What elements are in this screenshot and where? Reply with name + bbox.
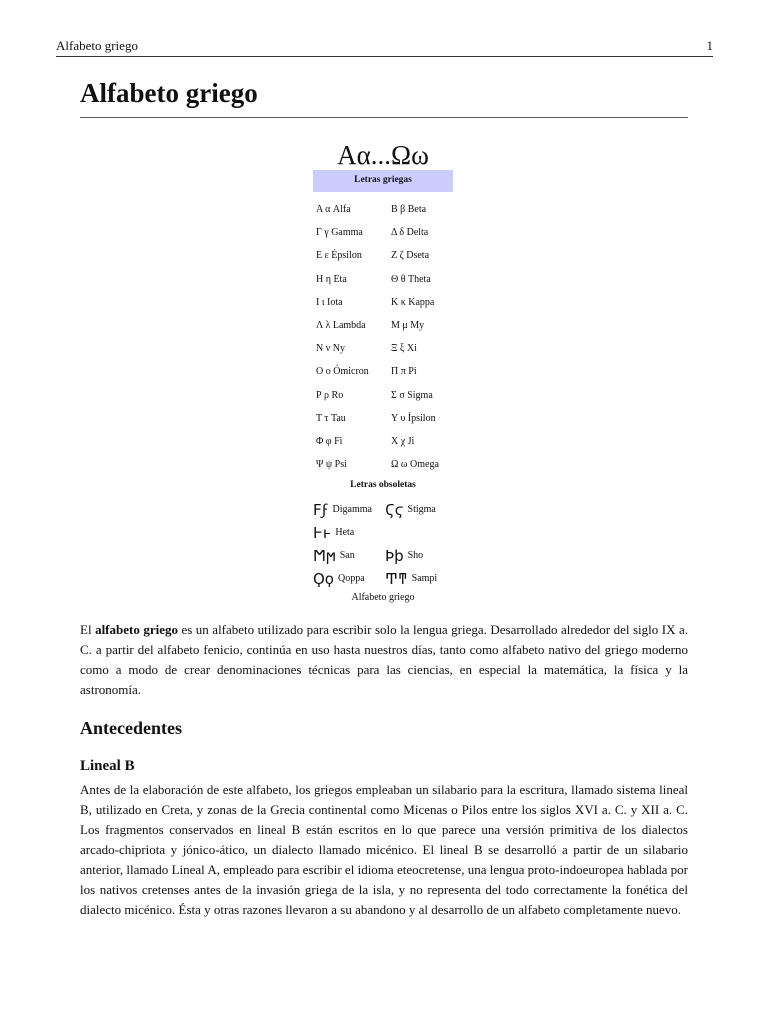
letter-cell: Λ λ Lambda [316, 320, 366, 332]
letter-cell: Κ κ Kappa [391, 296, 435, 308]
obsolete-letter [313, 498, 385, 521]
infobox-caption: Alfabeto griego [351, 592, 415, 604]
obsolete-name: Qoppa [337, 573, 365, 585]
letter-cell: Α α Alfa [316, 204, 351, 216]
letter-cell: Ζ ζ Dseta [391, 250, 430, 262]
obsolete-letter [385, 498, 455, 521]
lineal-b-paragraph: Antes de la elaboración de este alfabeto, los griegos empleaban un silabario para la escritura, llamado sistema lineal B, utilizado en Creta, y zonas de la Grecia continental como Micenas o Pilos entre los siglos XVI a. C. y XII a. C. Los fragmentos conservados en lineal B están escritos en lo que parece una versión primitiva de los dialectos arcado-chipriota y jónico-ático, un dialecto llamado micénico. El lineal B se desarrolló a partir de un silabario anterior, llamado Lineal A, empleado para escribir el idioma eteocretense, una lengua proto-indoeuropea hablada por los nativos cretenses antes de la invasión griega de la isla, y no representa del todo correctamente la fonética del dialecto micénico. Ésta y otras razones llevaron a su abandono y al desarrollo de un alfabeto completamente nuevo. [80, 782, 688, 917]
obsolete-letter [313, 521, 385, 544]
obsolete-letter [385, 521, 455, 544]
subsection-heading: Lineal B [80, 758, 135, 774]
letter-cell: Θ θ Theta [391, 273, 431, 285]
letter-row [313, 268, 439, 291]
letter-row [313, 314, 439, 337]
letter-cell: Ρ ρ Ro [316, 389, 344, 401]
intro-bold-term: alfabeto griego [95, 622, 178, 637]
letter-cell: Φ φ Fi [316, 435, 343, 447]
obsolete-letter [313, 567, 385, 590]
letter-row [313, 337, 439, 360]
section-heading: Antecedentes [80, 718, 182, 738]
letters-table [313, 198, 439, 476]
letter-cell: Ε ε Épsilon [316, 250, 362, 262]
letter-cell: Σ σ Sigma [391, 389, 433, 401]
letter-cell: Ψ ψ Psi [316, 459, 347, 471]
letter-cell: Η η Eta [316, 273, 347, 285]
page-number: 1 [706, 38, 713, 53]
letters-heading: Letras griegas [313, 170, 453, 192]
obsolete-letter [385, 544, 455, 567]
obsolete-name: San [339, 550, 355, 562]
letter-cell: Γ γ Gamma [316, 227, 363, 239]
running-header [56, 38, 713, 57]
letter-cell: Μ μ My [391, 320, 425, 332]
intro-text-start: El [80, 622, 96, 637]
infobox-big-glyph: Αα...Ωω [337, 140, 429, 170]
letter-row [313, 407, 439, 430]
intro-paragraph [80, 620, 688, 700]
letter-cell: Τ τ Tau [316, 412, 346, 424]
letter-row [313, 221, 439, 244]
letter-cell: Π π Pi [391, 366, 417, 378]
obsolete-letters [313, 498, 453, 590]
letter-cell: Υ υ Ípsilon [391, 412, 436, 424]
letter-cell: Χ χ Ji [391, 435, 415, 447]
letter-row [313, 453, 439, 476]
letter-cell: Ω ω Omega [391, 459, 439, 471]
obsolete-glyph: Ϸϸ [385, 546, 404, 565]
letter-cell: Ο ο Ómicron [316, 366, 369, 378]
obsolete-name: Digamma [332, 504, 372, 516]
letter-row [313, 291, 439, 314]
letter-cell: Ν ν Ny [316, 343, 345, 355]
obsolete-heading: Letras obsoletas [350, 480, 416, 491]
obsolete-glyph: Ϻϻ [313, 546, 336, 565]
obsolete-glyph: Ϙϙ [313, 569, 334, 588]
obsolete-letter [385, 567, 455, 590]
running-title: Alfabeto griego [56, 38, 138, 53]
obsolete-glyph: Ͳͳ [385, 569, 408, 588]
letter-cell: Β β Beta [391, 204, 427, 216]
page-title: Alfabeto griego [80, 78, 688, 118]
obsolete-glyph: Ϝϝ [313, 500, 329, 519]
infobox [313, 140, 453, 603]
obsolete-glyph: Ͱͱ [313, 523, 332, 542]
obsolete-name: Heta [335, 527, 355, 539]
letter-row [313, 244, 439, 267]
letter-cell: Ι ι Iota [316, 296, 343, 308]
letter-row [313, 384, 439, 407]
letter-row [313, 198, 439, 221]
obsolete-letter [313, 544, 385, 567]
letter-row [313, 360, 439, 383]
intro-text-rest: es un alfabeto utilizado para escribir solo la lengua griega. Desarrollado alrededor del siglo IX a. C. a partir del alfabeto fenicio, continúa en uso hasta nuestros días, tanto como alfabeto nativo del griego moderno como a modo de crear denominaciones técnicas para las ciencias, en especial la matemática, la física y la astronomía. [80, 622, 689, 697]
obsolete-name: Sampi [411, 573, 438, 585]
letter-cell: Δ δ Delta [391, 227, 429, 239]
letter-row [313, 430, 439, 453]
obsolete-glyph: Ϛϛ [385, 500, 404, 519]
obsolete-name: Sho [407, 550, 424, 562]
obsolete-name: Stigma [407, 504, 436, 516]
letter-cell: Ξ ξ Xi [391, 343, 417, 355]
